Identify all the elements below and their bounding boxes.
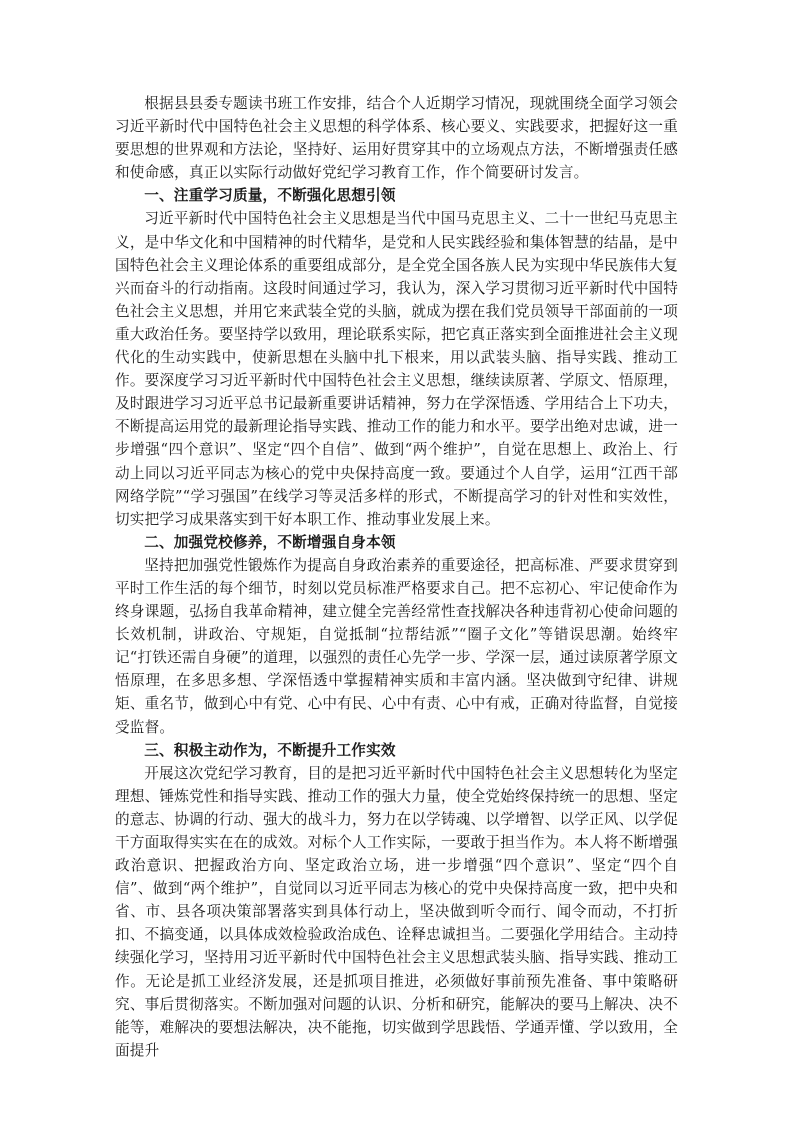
section-heading-2: 二、加强党校修养，不断增强自身本领	[144, 533, 396, 551]
section-body-1: 习近平新时代中国特色社会主义思想是当代中国马克思主义、二十一世纪马克思主义，是中华文化和中国精神的时代精华，是党和人民实践经验和集体智慧的结晶，是中国特色社会主义理论体系的重要组成部分，是全党全国各族人民为实现中华民族伟大复兴而奋斗的行动指南。这段时间通过学习，我认为，深入学习贯彻习近平新时代中国特色社会主义思想，并用它来武装全党的头脑，就成为摆在我们党员领导干部面前的一项重大政治任务。要坚持学以致用，理论联系实际，把它真正落实到全面推进社会主义现代化的生动实践中，使新思想在头脑中扎下根来，用以武装头脑、指导实践、推动工作。要深度学习习近平新时代中国特色社会主义思想，继续读原著、学原文、悟原理，及时跟进学习习近平总书记最新重要讲话精神，努力在学深悟透、学用结合上下功夫，不断提高运用党的最新理论指导实践、推动工作的能力和水平。要学出绝对忠诚，进一步增强“四个意识”、坚定“四个自信”、做到“两个维护”，自觉在思想上、政治上、行动上同以习近平同志为核心的党中央保持高度一致。要通过个人自学，运用“江西干部网络学院”“学习强国”在线学习等灵活多样的形式，不断提高学习的针对性和实效性，切实把学习成果落实到干好本职工作、推动事业发展上来。	[115, 210, 678, 528]
section-body-2: 坚持把加强党性锻炼作为提高自身政治素养的重要途径，把高标准、严要求贯穿到平时工作生活的每个细节，时刻以党员标准严格要求自己。把不忘初心、牢记使命作为终身课题，弘扬自我革命精神，建立健全完善经常性查找解决各种违背初心使命问题的长效机制，讲政治、守规矩，自觉抵制“拉帮结派”“圈子文化”等错误思潮。始终牢记“打铁还需自身硬”的道理，以强烈的责任心先学一步、学深一层，通过读原著学原文悟原理，在多思多想、学深悟透中掌握精神实质和丰富内涵。坚决做到守纪律、讲规矩、重名节，做到心中有党、心中有民、心中有责、心中有戒，正确对待监督，自觉接受监督。	[115, 556, 678, 736]
section-heading-3: 三、积极主动作为，不断提升工作实效	[144, 741, 396, 759]
intro-paragraph: 根据县县委专题读书班工作安排，结合个人近期学习情况，现就围绕全面学习领会习近平新时代中国特色社会主义思想的科学体系、核心要义、实践要求，把握好这一重要思想的世界观和方法论，坚持好、运用好贯穿其中的立场观点方法，不断增强责任感和使命感，真正以实际行动做好党纪学习教育工作，作个简要研讨发言。	[115, 95, 678, 182]
section-heading-1: 一、注重学习质量，不断强化思想引领	[144, 187, 396, 205]
document-page	[115, 92, 678, 1062]
section-body-3: 开展这次党纪学习教育，目的是把习近平新时代中国特色社会主义思想转化为坚定理想、锤炼党性和指导实践、推动工作的强大力量，使全党始终保持统一的思想、坚定的意志、协调的行动、强大的战斗力，努力在以学铸魂、以学增智、以学正风、以学促干方面取得实实在在的成效。对标个人工作实际，一要敢于担当作为。本人将不断增强政治意识、把握政治方向、坚定政治立场，进一步增强“四个意识”、坚定“四个自信”、做到“两个维护”，自觉同以习近平同志为核心的党中央保持高度一致，把中央和省、市、县各项决策部署落实到具体行动上，坚决做到听令而行、闻令而动，不打折扣、不搞变通，以具体成效检验政治成色、诠释忠诚担当。二要强化学用结合。主动持续强化学习，坚持用习近平新时代中国特色社会主义思想武装头脑、指导实践、推动工作。无论是抓工业经济发展，还是抓项目推进，必须做好事前预先准备、事中策略研究、事后贯彻落实。不断加强对问题的认识、分析和研究，能解决的要马上解决、决不能等，难解决的要想法解决，决不能拖，切实做到学思践悟、学通弄懂、学以致用，全面提升	[115, 764, 678, 1059]
